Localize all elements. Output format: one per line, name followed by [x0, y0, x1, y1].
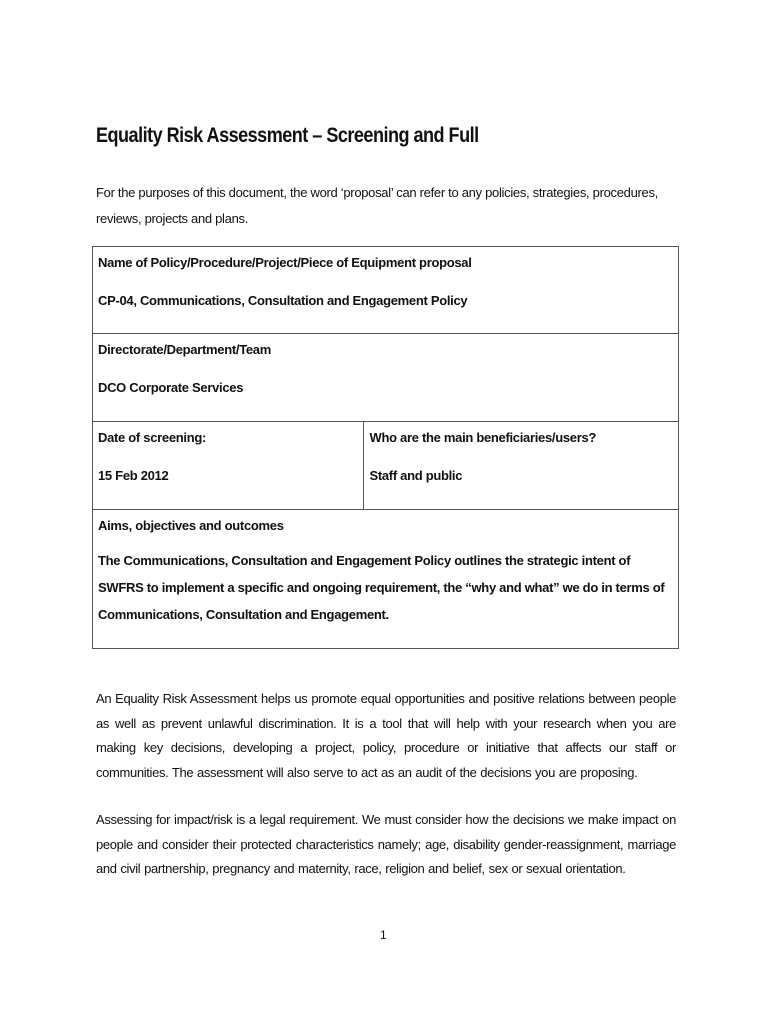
directorate-value: DCO Corporate Services — [98, 380, 244, 395]
date-value: 15 Feb 2012 — [98, 468, 169, 483]
aims-row — [93, 510, 679, 649]
date-cell — [93, 422, 364, 510]
name-value: CP-04, Communications, Consultation and Engagement Policy — [98, 293, 468, 308]
name-cell — [93, 247, 679, 334]
name-label: Name of Policy/Procedure/Project/Piece of Equipment proposal — [98, 255, 472, 270]
aims-label: Aims, objectives and outcomes — [98, 518, 284, 533]
directorate-cell — [93, 334, 679, 422]
page-number: 1 — [380, 928, 387, 942]
document-title: Equality Risk Assessment – Screening and Full — [96, 124, 479, 147]
date-label: Date of screening: — [98, 430, 207, 445]
beneficiaries-cell — [364, 422, 679, 510]
directorate-label: Directorate/Department/Team — [98, 342, 271, 357]
screening-form-table — [92, 246, 679, 649]
body-paragraph: Assessing for impact/risk is a legal requirement. We must consider how the decisions we make impact on people and consider their protected characteristics namely; age, disability gender-reassignment, marriage and civil partnership, pregnancy and maternity, race, religion and belief, sex or sexual orientation. — [96, 812, 676, 876]
date-beneficiaries-row — [93, 422, 679, 510]
body-paragraph: An Equality Risk Assessment helps us promote equal opportunities and positive relations between people as well as prevent unlawful discrimination. It is a tool that will help with your research when you are making key decisions, developing a project, policy, procedure or initiative that affects our staff or communities. The assessment will also serve to act as an audit of the decisions you are proposing. — [96, 691, 676, 780]
directorate-row — [93, 334, 679, 422]
beneficiaries-value: Staff and public — [369, 468, 463, 483]
aims-value: The Communications, Consultation and Engagement Policy outlines the strategic intent of SWFRS to implement a specific and ongoing requirement, the “why and what” we do in terms of Communications, Consultation and Engagement. — [98, 553, 665, 622]
name-row — [93, 247, 679, 334]
beneficiaries-label: Who are the main beneficiaries/users? — [369, 430, 597, 445]
aims-cell — [93, 510, 679, 649]
intro-text: For the purposes of this document, the word ‘proposal’ can refer to any policies, strategies, procedures, reviews, projects and plans. — [96, 185, 658, 226]
